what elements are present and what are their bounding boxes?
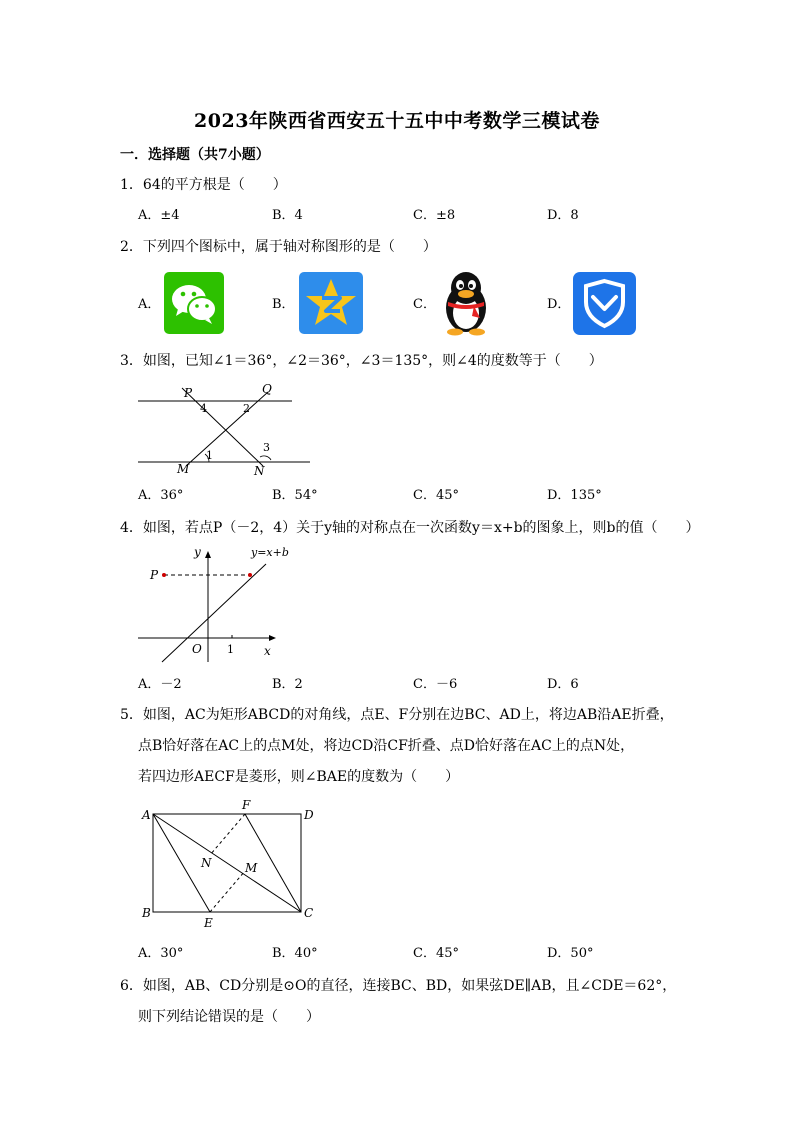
- qq-penguin-icon: [438, 270, 494, 336]
- q3-angle-1: 1: [206, 449, 213, 462]
- q4-option-c[interactable]: C．－6: [413, 677, 458, 692]
- q4-axis-x-label: x: [264, 644, 271, 658]
- q1-option-c[interactable]: C．±8: [413, 208, 456, 223]
- q5-option-c[interactable]: C．45°: [413, 946, 459, 961]
- qzone-icon: [299, 272, 363, 334]
- q2-stem: 2．下列四个图标中，属于轴对称图形的是（ ）: [120, 239, 437, 255]
- q2-option-a[interactable]: A．: [138, 297, 161, 312]
- q5-point-b: B: [142, 906, 151, 920]
- section-heading: 一．选择题（共7小题）: [120, 147, 270, 163]
- q5-point-n: N: [201, 856, 212, 870]
- q4-figure: [136, 542, 296, 664]
- q5-stem-line3: 若四边形AECF是菱形，则∠BAE的度数为（ ）: [138, 769, 460, 785]
- q5-option-b[interactable]: B．40°: [272, 946, 318, 961]
- q2-option-c[interactable]: C．: [413, 297, 436, 312]
- q3-angle-3: 3: [263, 441, 270, 454]
- q3-figure: [136, 380, 316, 480]
- q5-point-f: F: [242, 798, 251, 812]
- q5-point-e: E: [204, 916, 213, 930]
- q3-point-p: P: [184, 386, 193, 400]
- q3-option-a[interactable]: A．36°: [138, 488, 184, 503]
- q4-option-a[interactable]: A．－2: [138, 677, 182, 692]
- q3-point-q: Q: [262, 382, 272, 396]
- q3-stem: 3．如图，已知∠1＝36°，∠2＝36°，∠3＝135°，则∠4的度数等于（ ）: [120, 353, 603, 369]
- q5-option-d[interactable]: D．50°: [547, 946, 594, 961]
- q1-option-a[interactable]: A．±4: [138, 208, 180, 223]
- q5-option-a[interactable]: A．30°: [138, 946, 184, 961]
- q3-point-m: M: [177, 462, 190, 476]
- q5-point-c: C: [304, 906, 314, 920]
- q1-stem: 1．64的平方根是（ ）: [120, 177, 287, 193]
- q6-stem-line2: 则下列结论错误的是（ ）: [138, 1009, 320, 1025]
- q3-angle-2: 2: [243, 402, 250, 415]
- security-shield-icon: [573, 272, 636, 335]
- q3-option-d[interactable]: D．135°: [547, 488, 602, 503]
- q5-point-d: D: [304, 808, 314, 822]
- q4-tick-one: 1: [227, 643, 234, 656]
- q5-stem-line2: 点B恰好落在AC上的点M处，将边CD沿CF折叠、点D恰好落在AC上的点N处，: [138, 738, 635, 754]
- wechat-icon: [164, 272, 224, 334]
- q4-option-d[interactable]: D．6: [547, 677, 579, 692]
- q5-stem-line1: 5．如图，AC为矩形ABCD的对角线，点E、F分别在边BC、AD上，将边AB沿AE折叠，: [120, 707, 674, 723]
- q4-axis-y-label: y: [194, 545, 201, 559]
- q4-origin-label: O: [192, 642, 202, 656]
- q6-stem-line1: 6．如图，AB、CD分别是⊙O的直径，连接BC、BD，如果弦DE∥AB，且∠CDE＝62°，: [120, 978, 677, 994]
- q5-figure: [138, 796, 328, 936]
- q5-point-m: M: [245, 861, 258, 875]
- q1-option-d[interactable]: D．8: [547, 208, 579, 223]
- q4-point-p: P: [150, 568, 159, 582]
- q2-option-b[interactable]: B．: [272, 297, 295, 312]
- q4-line-label: y=x+b: [251, 546, 289, 559]
- q5-point-a: A: [142, 808, 151, 822]
- q1-option-b[interactable]: B．4: [272, 208, 303, 223]
- q4-stem: 4．如图，若点P（－2，4）关于y轴的对称点在一次函数y＝x+b的图象上，则b的值（ ）: [120, 520, 700, 536]
- q4-option-b[interactable]: B．2: [272, 677, 303, 692]
- q3-angle-4: 4: [200, 402, 207, 415]
- q2-option-d[interactable]: D．: [547, 297, 571, 312]
- exam-title: 2023年陕西省西安五十五中中考数学三模试卷: [194, 110, 600, 132]
- q3-option-b[interactable]: B．54°: [272, 488, 318, 503]
- q3-point-n: N: [254, 464, 265, 478]
- q3-option-c[interactable]: C．45°: [413, 488, 459, 503]
